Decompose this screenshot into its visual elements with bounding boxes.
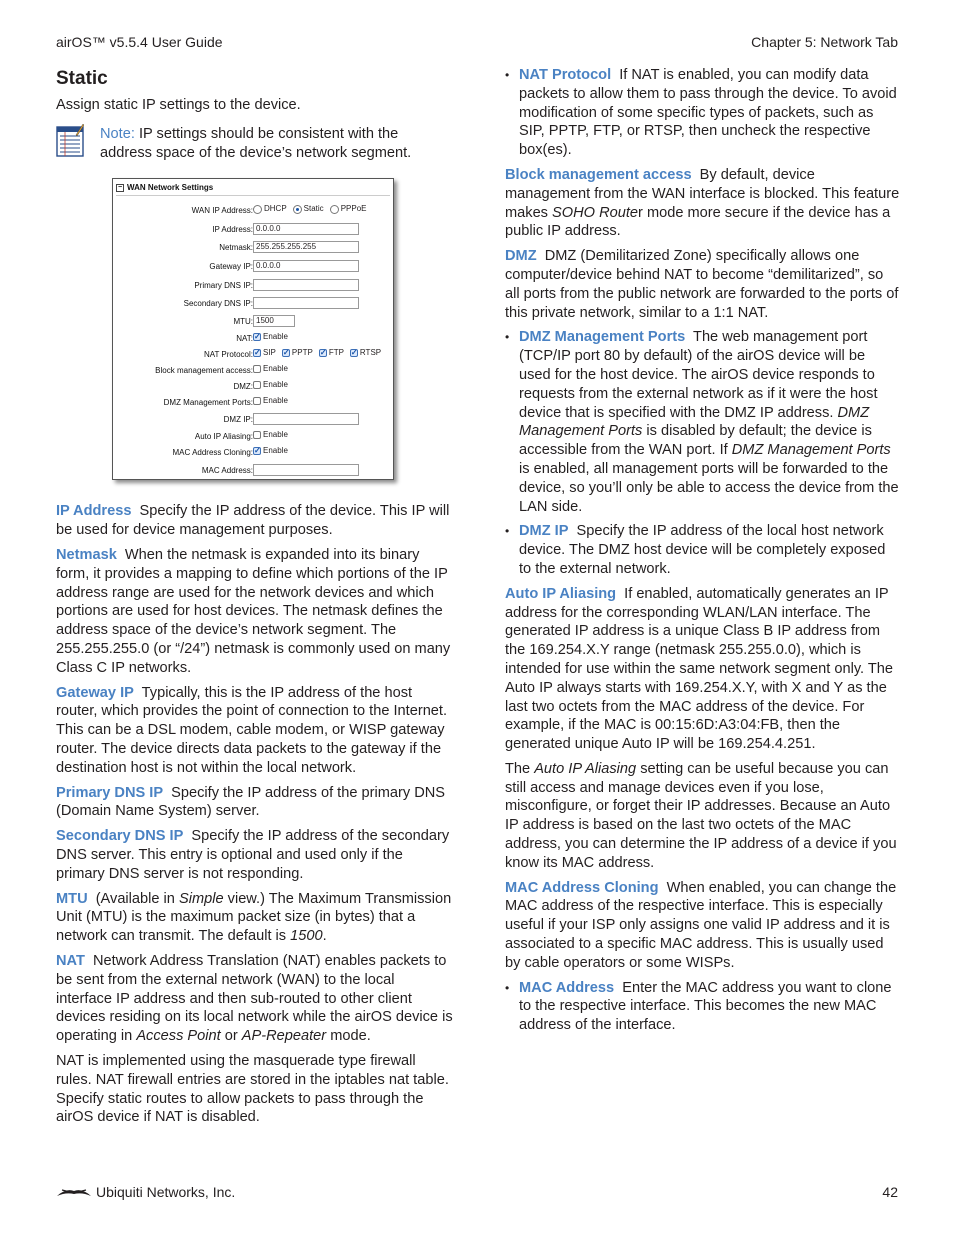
panel-row-control xyxy=(253,396,292,406)
panel-row-label: Block management access: xyxy=(155,366,253,376)
panel-input-field[interactable] xyxy=(253,413,359,425)
panel-row-label: DMZ: xyxy=(233,382,253,392)
panel-radio[interactable] xyxy=(330,205,339,214)
wan-settings-screenshot xyxy=(112,178,394,480)
panel-input-field[interactable]: 1500 xyxy=(253,315,295,327)
panel-checkbox[interactable] xyxy=(253,431,261,439)
para-primary-dns: Primary DNS IP Specify the IP address of the primary DNS (Domain Name System) server. xyxy=(56,784,446,820)
panel-option-label: Enable xyxy=(263,396,288,406)
panel-row xyxy=(113,279,389,293)
panel-input-field[interactable] xyxy=(253,279,359,291)
panel-row-control xyxy=(253,241,359,253)
panel-row-label: Auto IP Aliasing: xyxy=(194,432,253,442)
panel-row xyxy=(113,315,389,329)
panel-row-label: NAT Protocol: xyxy=(203,350,253,360)
panel-row-label: DMZ Management Ports: xyxy=(163,398,253,408)
bullet-dmz-ip: • DMZ IP Specify the IP address of the local host network device. The DMZ host device will be completely exposed to the external network. xyxy=(505,522,900,578)
panel-option-label: Enable xyxy=(263,430,288,440)
panel-row-control xyxy=(253,380,292,390)
running-header-title: airOS™ v5.5.4 User Guide xyxy=(56,34,223,50)
panel-option-label: SIP xyxy=(263,348,276,358)
bullet-nat-protocol: • NAT Protocol If NAT is enabled, you can modify data packets to allow them to pass through the device. To avoid modification of some specific types of packets, such as SIP, PPTP, FTP, or RTSP, then uncheck the respective box(es). xyxy=(505,66,900,160)
panel-row xyxy=(113,413,389,427)
panel-row-label: Primary DNS IP: xyxy=(194,281,253,291)
panel-input-field[interactable]: 255.255.255.255 xyxy=(253,241,359,253)
panel-row xyxy=(113,297,389,311)
panel-row xyxy=(113,364,389,378)
panel-row-label: NAT: xyxy=(236,334,253,344)
note-label: Note: xyxy=(100,125,135,142)
panel-row-control xyxy=(253,279,359,291)
panel-option-label: Enable xyxy=(263,380,288,390)
para-mac-cloning: MAC Address Cloning When enabled, you can change the MAC address of the respective interface. This is especially useful if your ISP only assigns one valid IP address and it is associated to a specific MAC address. This is usually used by cable operators or some WISPs. xyxy=(505,879,897,971)
panel-row xyxy=(113,332,389,346)
panel-option-label: PPPoE xyxy=(340,204,367,214)
panel-row-control xyxy=(253,332,292,342)
panel-row-control xyxy=(253,297,359,309)
panel-radio[interactable] xyxy=(253,205,262,214)
panel-row xyxy=(113,260,389,274)
panel-checkbox[interactable]: ✓ xyxy=(282,348,290,358)
left-column xyxy=(56,68,454,1133)
panel-option-label: RTSP xyxy=(359,348,382,358)
panel-row-label: Gateway IP: xyxy=(209,262,253,272)
para-block-management: Block management access By default, device management from the WAN interface is blocked. This feature makes SOHO Router mode more secure if the device has a public IP address. xyxy=(505,166,900,240)
para-auto-ip-usefulness: The Auto IP Aliasing setting can be useful because you can still access and manage devices even if you lose, misconfigure, or forget their IP addresses. Because an Auto IP address is based on the last two octets of the MAC address, you can determine the IP address of a device if you know its MAC address. xyxy=(505,760,897,871)
section-title: Static xyxy=(56,68,108,89)
panel-checkbox[interactable]: ✓ xyxy=(254,332,261,342)
panel-checkbox[interactable] xyxy=(253,397,261,405)
collapse-icon: − xyxy=(117,184,123,192)
panel-row-control xyxy=(253,223,359,235)
para-netmask: Netmask When the netmask is expanded into its binary form, it provides a mapping to define which portions of the IP address range are used for the network devices and which portions are used for host devices. The netmask defines the address space of the device’s network segment. The 255.255.255.0 (or “/24”) netmask is commonly used on many Class C IP networks. xyxy=(56,546,451,676)
panel-checkbox[interactable]: ✓ xyxy=(254,446,261,456)
panel-row-label: WAN IP Address: xyxy=(191,206,253,216)
panel-option-label: Enable xyxy=(263,332,288,342)
bullet-mac-address: • MAC Address Enter the MAC address you want to clone to the respective interface. This becomes the new MAC address of the interface. xyxy=(505,979,900,1035)
ubiquiti-logo-icon xyxy=(56,1185,92,1199)
panel-row-control xyxy=(253,464,359,476)
panel-input-field[interactable]: 0.0.0.0 xyxy=(253,260,359,272)
panel-row xyxy=(113,464,389,478)
panel-option-label: Static xyxy=(303,204,324,214)
panel-row-label: DMZ IP: xyxy=(223,415,253,425)
panel-row-control xyxy=(253,430,292,440)
panel-input-field[interactable] xyxy=(253,297,359,309)
panel-row xyxy=(113,204,389,218)
panel-row-label: Secondary DNS IP: xyxy=(183,299,253,309)
panel-row xyxy=(113,430,389,444)
panel-row-control xyxy=(253,204,370,214)
bullet-dmz-management-ports: • DMZ Management Ports The web management port (TCP/IP port 80 by default) of the airOS device will be used for the host device. The airOS device responds to requests from the external network as if it were the host device that is specified with the DMZ IP address. DMZ Management Ports is disabled by default; the device is accessible from the WAN port. If DMZ Management Ports is enabled, all management ports will be forwarded to the device, so you’ll only be able to access the device from the LAN side. xyxy=(505,328,900,516)
para-mtu: MTU (Available in Simple view.) The Maximum Transmission Unit (MTU) is the maximum packet size (in bytes) that a network can transmit. The default is 1500. xyxy=(56,890,452,945)
para-gateway: Gateway IP Typically, this is the IP address of the host router, which provides the point of connection to the Internet. This can be a DSL modem, cable modem, or WISP gateway router. The device directs data packets to the gateway if the destination host is not within the local network. xyxy=(56,684,448,776)
panel-row-label: MAC Address: xyxy=(201,466,253,476)
note-box xyxy=(56,125,454,163)
panel-option-label: DHCP xyxy=(264,204,287,214)
panel-row xyxy=(113,396,389,410)
panel-row-label: MTU: xyxy=(233,317,253,327)
panel-row xyxy=(113,348,389,362)
panel-row-control xyxy=(253,315,295,327)
para-secondary-dns: Secondary DNS IP Specify the IP address of the secondary DNS server. This entry is optional and used only if the primary DNS server is not responding. xyxy=(56,828,450,882)
panel-row xyxy=(113,223,389,237)
para-nat: NAT Network Address Translation (NAT) enables packets to be sent from the external network (WAN) to the local interface IP address and then sub-routed to other client devices residing on its local network while the airOS device is operating in Access Point or AP-Repeater mode. xyxy=(56,952,453,1045)
running-header-chapter: Chapter 5: Network Tab xyxy=(751,34,898,50)
panel-checkbox[interactable] xyxy=(253,381,261,389)
panel-row-label: IP Address: xyxy=(212,225,253,235)
panel-row xyxy=(113,241,389,255)
panel-checkbox[interactable]: ✓ xyxy=(350,348,358,358)
panel-input-field[interactable]: 0.0.0.0 xyxy=(253,223,359,235)
panel-option-label: PPTP xyxy=(291,348,313,358)
panel-option-label: Enable xyxy=(263,364,288,374)
panel-checkbox[interactable]: ✓ xyxy=(319,348,327,358)
panel-checkbox[interactable]: ✓ xyxy=(254,348,261,358)
panel-option-label: FTP xyxy=(328,348,344,358)
panel-row xyxy=(113,446,389,460)
panel-row-label: Netmask: xyxy=(219,243,253,253)
panel-row-label: MAC Address Cloning: xyxy=(172,448,253,458)
note-body: IP settings should be consistent with the address space of the device’s network segment. xyxy=(100,125,412,161)
panel-row-control xyxy=(253,446,292,456)
para-auto-ip-aliasing: Auto IP Aliasing If enabled, automatically generates an IP address for the corresponding WLAN/LAN interface. The generated IP address is a unique Class B IP address from the 169.254.X.Y range (netmask 255.255.0.0), which is intended for use within the same network segment only. The Auto IP always starts with 169.254.X.Y, with X and Y as the last two octets from the MAC address of the device. For example, if the MAC is 00:15:6D:A3:04:FB, then the generated unique Auto IP will be 169.254.4.251. xyxy=(505,585,894,753)
para-nat-detail: NAT is implemented using the masquerade type firewall rules. NAT firewall entries are stored in the iptables nat table. Specify static routes to allow packets to pass through the airOS device if NAT is disabled. xyxy=(56,1052,449,1126)
panel-row-control xyxy=(253,260,359,272)
panel-input-field[interactable] xyxy=(253,464,359,476)
panel-radio[interactable] xyxy=(293,205,302,214)
notepad-icon xyxy=(56,123,84,157)
panel-row-control xyxy=(253,413,359,425)
right-column xyxy=(505,66,900,1041)
panel-checkbox[interactable] xyxy=(253,365,261,373)
panel-row-control xyxy=(253,364,292,374)
panel-option-label: Enable xyxy=(263,446,288,456)
panel-row-control xyxy=(253,348,385,358)
footer-company xyxy=(56,1184,235,1200)
section-intro: Assign static IP settings to the device. xyxy=(56,97,301,113)
note-text xyxy=(100,125,454,163)
para-ip-address: IP Address Specify the IP address of the device. This IP will be used for device management purposes. xyxy=(56,503,450,539)
para-dmz: DMZ DMZ (Demilitarized Zone) specifically allows one computer/device behind NAT to become “demilitarized”, so all ports from the public network are forwarded to the ports of this private network, similar to a 1:1 NAT. xyxy=(505,248,899,321)
footer-company-name: Ubiquiti Networks, Inc. xyxy=(96,1184,236,1200)
panel-title: − WAN Network Settings xyxy=(117,183,214,193)
page-number: 42 xyxy=(882,1184,898,1200)
panel-row xyxy=(113,380,389,394)
